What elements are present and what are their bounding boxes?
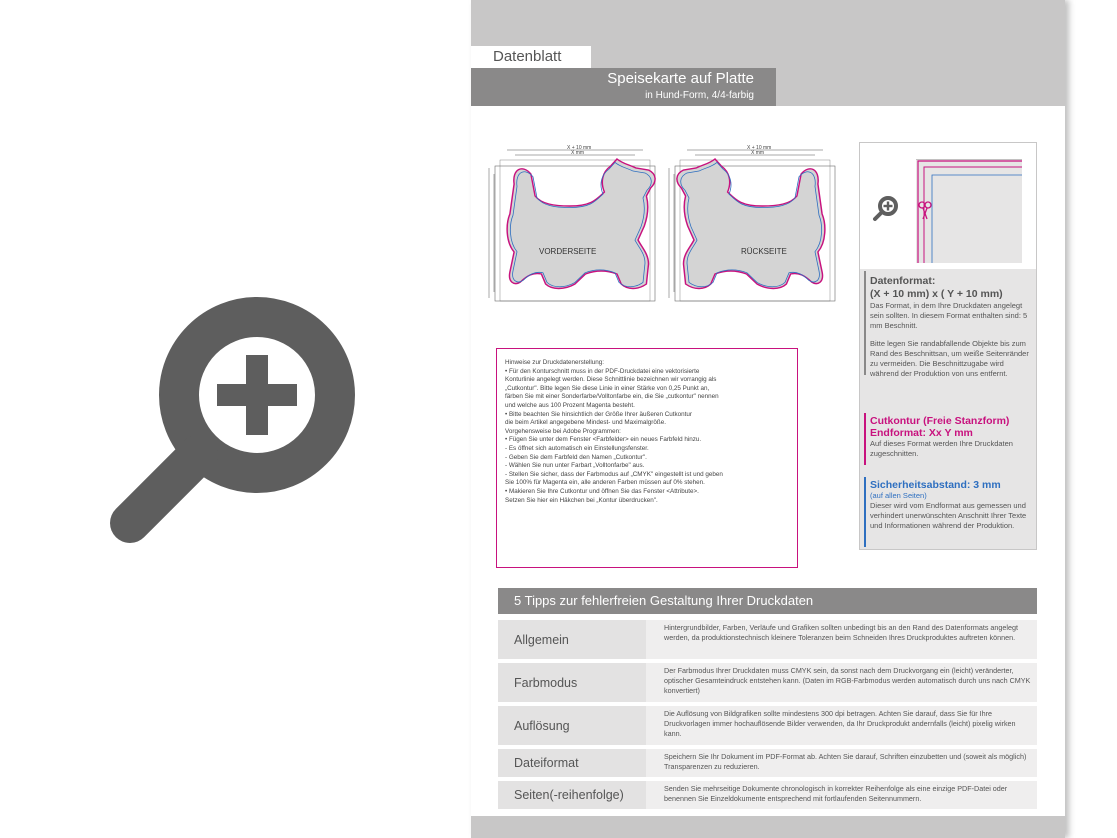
page-title: Speisekarte auf Platte	[607, 70, 754, 87]
tip-text: Senden Sie mehrseitige Dokumente chronologisch in korrekter Reihenfolge als eine einzige PDF-Datei oder benennen Sie Einzeldokumente entsprechend mit fortlaufenden Seitennummern.	[664, 784, 1008, 803]
hint-line: „Cutkontur". Bitte legen Sie diese Linie in einer Stärke von 0,25 Punkt an,	[505, 384, 710, 392]
page-subtitle: in Hund-Form, 4/4-farbig	[645, 90, 754, 101]
hint-line: Hinweise zur Druckdatenerstellung:	[505, 359, 605, 366]
hint-line: Setzen Sie hier ein Häkchen bei „Kontur überdrucken".	[505, 496, 658, 504]
front-diagram	[489, 145, 655, 301]
safety-text: Dieser wird vom Endformat aus gemessen und verhindert unerwünschten Anschnitt Ihrer Texte und Informationen während der Produktion.	[870, 501, 1027, 530]
tip-label: Allgemein	[498, 620, 646, 659]
hint-line: • Makieren Sie Ihre Cutkontur und öffnen Sie das Fenster <Attribute>.	[505, 487, 699, 495]
title-bar	[471, 68, 776, 106]
format-marker-blue	[864, 477, 866, 547]
tip-row-resolution	[498, 706, 1037, 745]
hint-line: die beim Artikel angegebene Mindest- und Maximalgröße.	[505, 419, 667, 427]
tip-label: Farbmodus	[498, 663, 646, 702]
data-format-heading: Datenformat:	[870, 275, 936, 287]
tip-text: Speichern Sie Ihr Dokument im PDF-Format ab. Achten Sie darauf, Schriften einzubetten und (soweit als möglich) Transparenzen zu reduzieren.	[664, 752, 1027, 771]
tip-row-general	[498, 620, 1037, 659]
hint-line: und welche aus 100 Prozent Magenta besteht.	[505, 401, 635, 409]
footer-band	[471, 816, 1065, 838]
scissors-icon	[918, 201, 932, 221]
tip-row-file-format	[498, 749, 1037, 777]
tip-text: Der Farbmodus Ihrer Druckdaten muss CMYK sein, da sonst nach dem Druckvorgang ein (leicht) veränderter, optischer Gesamteindruck entstehen kann. (Daten im RGB-Farbmodus werden automatisch durch uns nach CMYK konvertiert)	[664, 666, 1031, 695]
format-marker-grey	[864, 271, 866, 375]
dog-shape-diagram	[485, 138, 865, 308]
datasheet-page	[471, 0, 1065, 838]
safety-heading: Sicherheitsabstand: 3 mm	[870, 479, 1001, 491]
hint-line: • Bitte beachten Sie hinsichtlich der Größe Ihrer äußeren Cutkontur	[505, 410, 693, 418]
hint-line: • Für den Konturschnitt muss in der PDF-Druckdatei eine vektorisierte	[505, 367, 700, 375]
cut-contour-heading: Cutkontur (Freie Stanzform)	[870, 415, 1010, 427]
end-format-heading: Endformat: Xx Y mm	[870, 427, 973, 439]
tip-row-color-mode	[498, 663, 1037, 702]
back-dim-outer-x: X + 10 mm	[747, 145, 772, 151]
hint-line: Vorgehensweise bei Adobe Programmen:	[505, 427, 621, 435]
hint-line: - Stellen Sie sicher, dass der Farbmodus auf „CMYK" eingestellt ist und geben	[505, 470, 723, 478]
end-format-text: Auf dieses Format werden Ihre Druckdaten zugeschnitten.	[870, 439, 1013, 458]
front-dim-inner-x: X mm	[571, 150, 585, 156]
bleed-text: Bitte legen Sie randabfallende Objekte bis zum Rand des Beschnittsan, um weiße Seitenränder zu vermeiden. Die Beschnittzugabe wird während der Produktion von uns entfernt.	[870, 339, 1029, 378]
hint-line: - Geben Sie dem Farbfeld den Namen „Cutkontur".	[505, 453, 647, 461]
tip-label: Dateiformat	[498, 749, 646, 777]
hint-line: • Fügen Sie unter dem Fenster <Farbfelder> ein neues Farbfeld hinzu.	[505, 436, 702, 444]
hint-line: Sie 100% für Magenta ein, alle anderen Farben müssen auf 0% stehen.	[505, 479, 705, 487]
tip-text: Hintergrundbilder, Farben, Verläufe und Grafiken sollten unbedingt bis an den Rand des Datenformats angelegt werden, da produktionstechnisch kleinere Toleranzen beim Schneiden Ihres Druckproduktes auftreten können.	[664, 623, 1019, 642]
hint-line: - Es öffnet sich automatisch ein Einstellungsfenster.	[505, 444, 649, 452]
zoom-in-icon[interactable]	[872, 195, 900, 223]
safety-block	[870, 479, 1030, 531]
back-dim-inner-x: X mm	[751, 150, 765, 156]
back-diagram	[669, 145, 835, 301]
zoom-in-icon[interactable]	[100, 292, 360, 552]
tips-heading: 5 Tipps zur fehlerfreien Gestaltung Ihrer Druckdaten	[498, 588, 1037, 614]
hint-line: Konturlinie angelegt werden. Diese Schnittlinie bezeichnen wir vorrangig als	[505, 376, 717, 384]
tip-label: Seiten(-reihenfolge)	[498, 781, 646, 809]
data-format-text: Das Format, in dem Ihre Druckdaten angelegt sein sollten. In diesem Format enthalten sind: 5 mm Beschnitt.	[870, 301, 1028, 330]
hint-line: färben Sie mit einer Sonderfarbe/Volltonfarbe ein, die Sie „cutkontur" nennen	[505, 393, 719, 401]
front-dim-outer-x: X + 10 mm	[567, 145, 592, 151]
front-label: VORDERSEITE	[539, 247, 597, 256]
tip-text: Die Auflösung von Bildgrafiken sollte mindestens 300 dpi betragen. Achten Sie darauf, dass Sie für Ihre Druckvorlagen immer hochauflösende Bilder verwenden, da Ihr Druckprodukt andernfalls (leicht) pixelig wirken kann.	[664, 709, 1016, 738]
data-format-value: (X + 10 mm) x ( Y + 10 mm)	[870, 288, 1003, 300]
tip-row-page-order	[498, 781, 1037, 809]
hint-line: - Wählen Sie nun unter Farbart „Volltonfarbe" aus.	[505, 462, 645, 470]
format-marker-magenta	[864, 413, 866, 465]
data-format-block	[870, 275, 1030, 379]
print-data-hints	[496, 348, 798, 568]
format-info-panel	[859, 142, 1037, 550]
tip-label: Auflösung	[498, 706, 646, 745]
back-label: RÜCKSEITE	[741, 247, 787, 256]
cut-contour-block	[870, 415, 1030, 459]
safety-subheading: (auf allen Seiten)	[870, 491, 927, 500]
zoom-detail-box	[860, 143, 1036, 269]
datasheet-tab: Datenblatt	[471, 46, 591, 68]
